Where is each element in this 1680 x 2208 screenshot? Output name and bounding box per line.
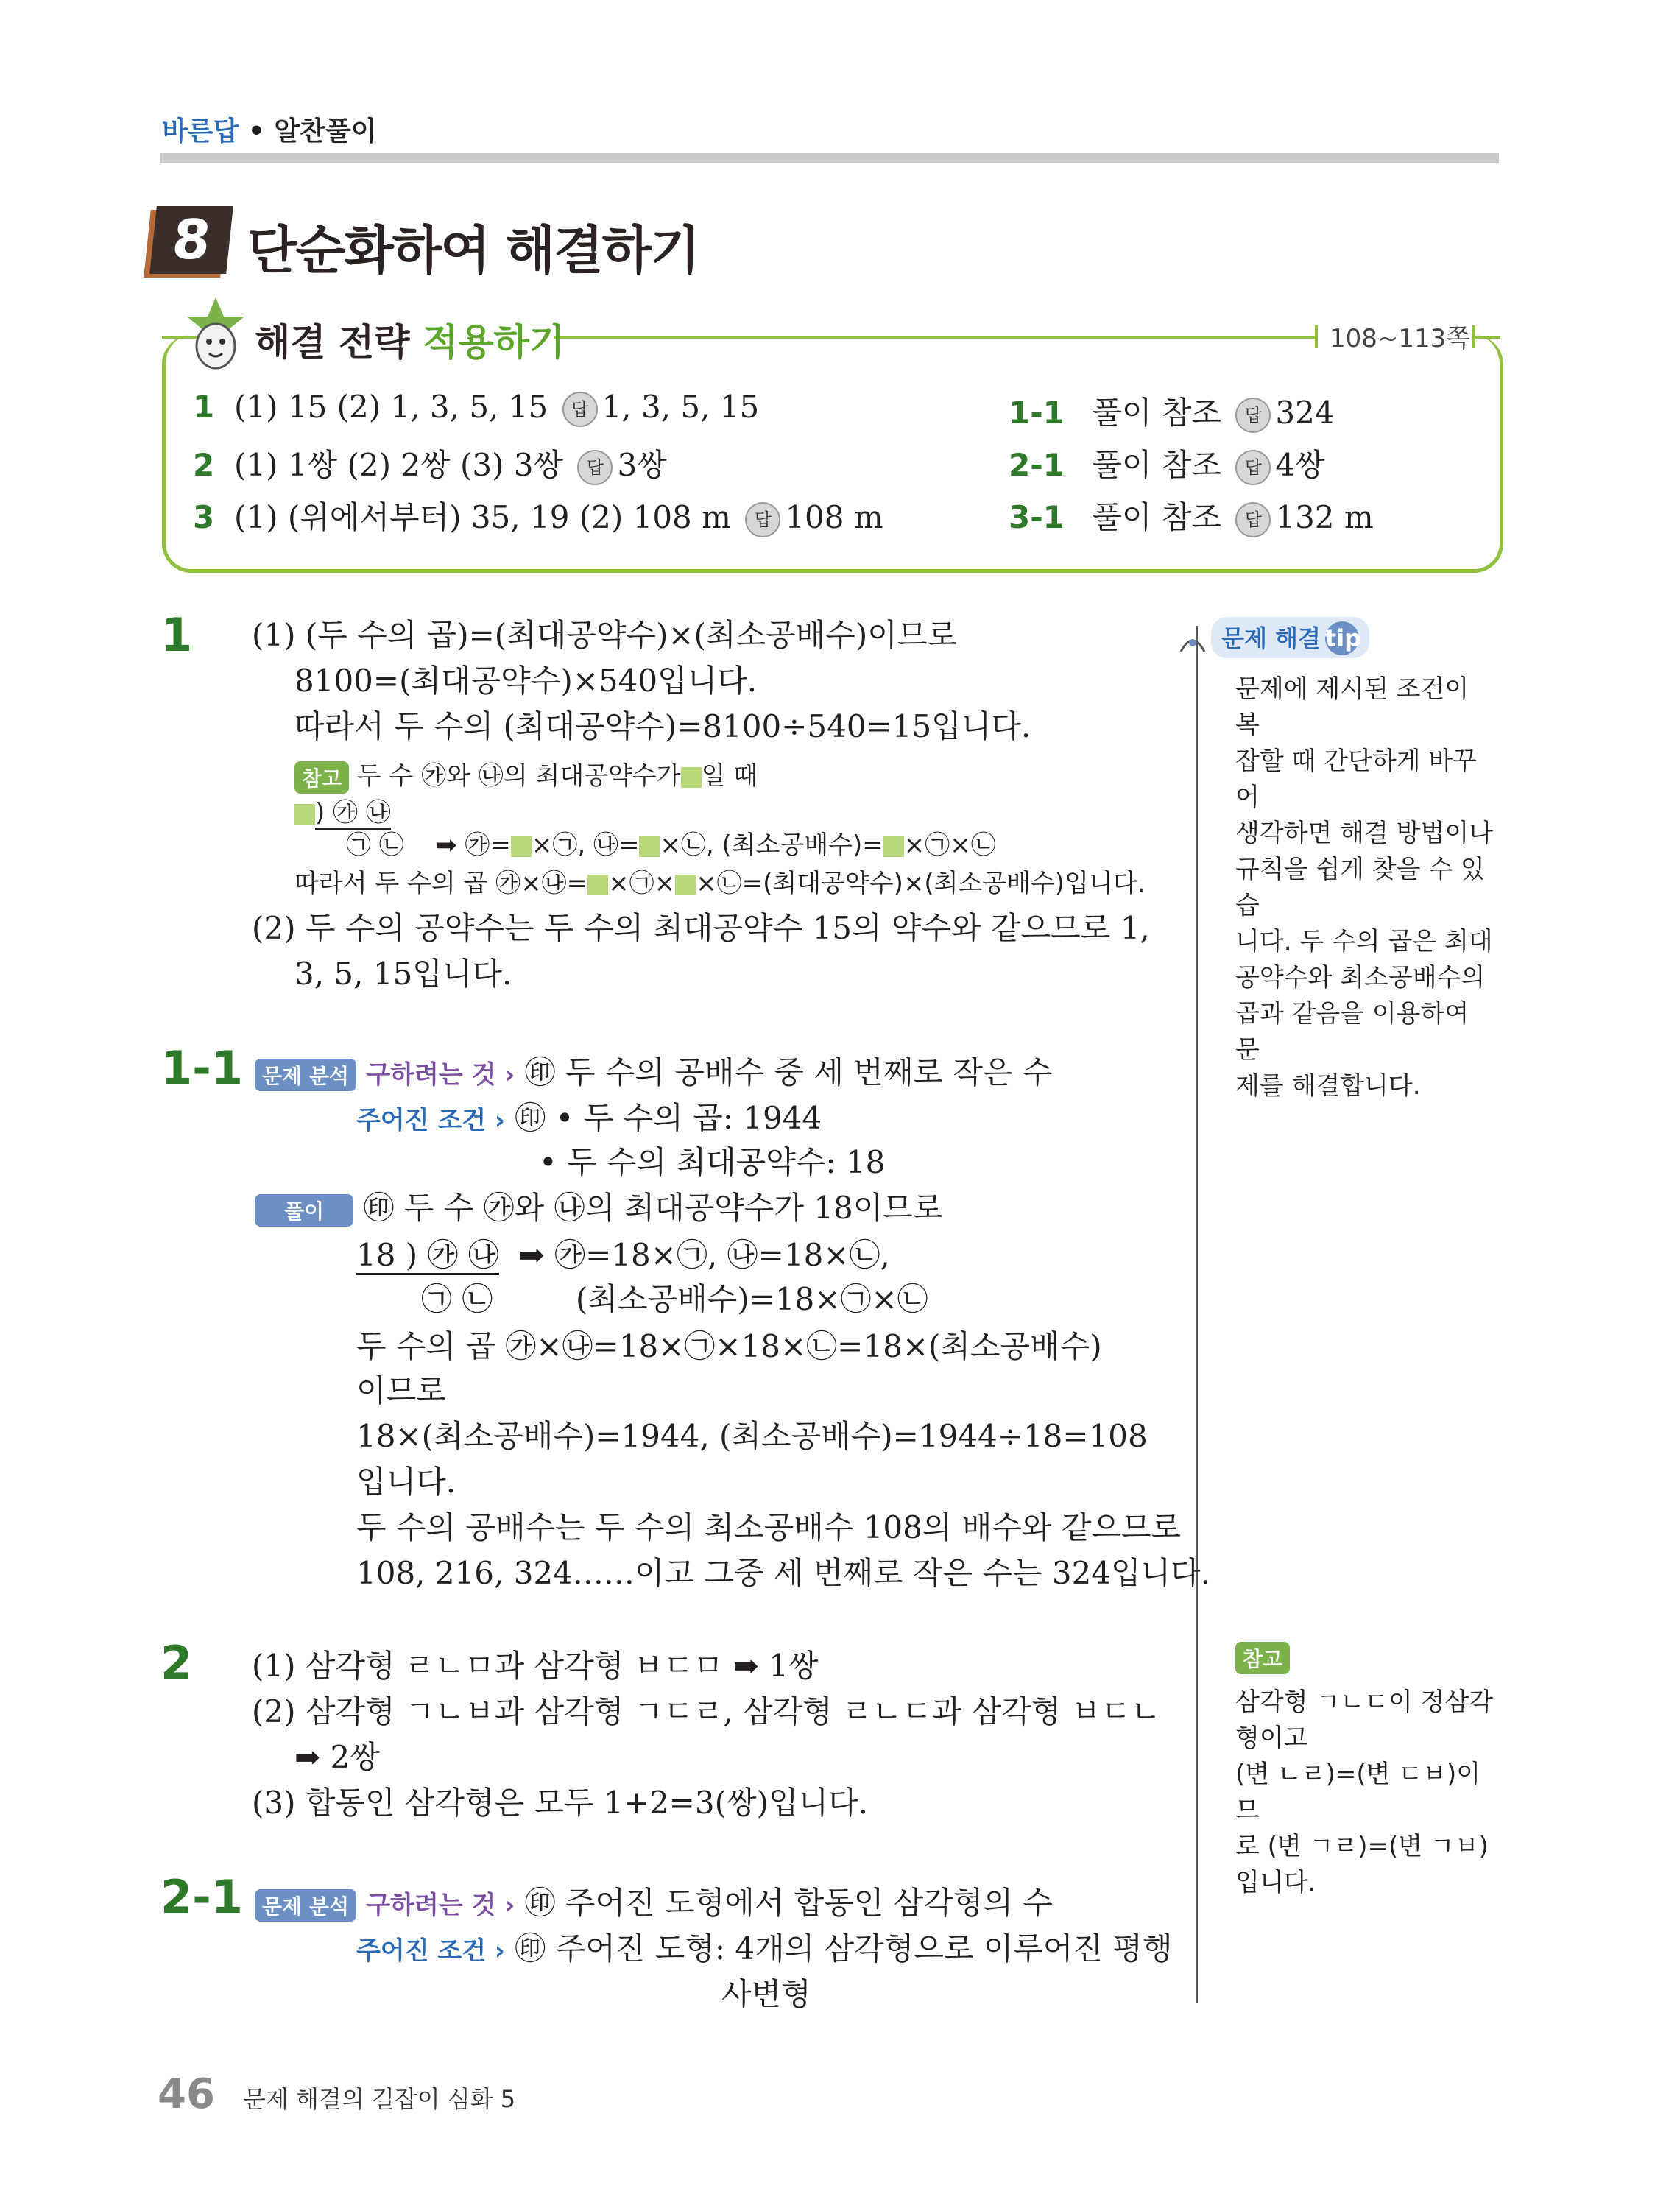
note-text: 두 수 ㉮와 ㉯의 최대공약수가 bbox=[356, 761, 681, 791]
tip-line: 생각하면 해결 방법이나 bbox=[1235, 819, 1494, 848]
note-tag: 참고 bbox=[294, 761, 349, 794]
reference-tag: 참고 bbox=[1235, 1642, 1290, 1674]
blank-square bbox=[883, 836, 904, 857]
problem-number: 2-1 bbox=[160, 1870, 244, 1924]
tip-badge-tip: tip bbox=[1325, 621, 1359, 655]
solution-text: ㊞ 두 수 ㉮와 ㉯의 최대공약수가 18이므로 bbox=[363, 1190, 943, 1226]
mascot-icon bbox=[175, 294, 256, 375]
chapter-title: 단순화하여 해결하기 bbox=[247, 220, 699, 281]
strategy-title bbox=[255, 313, 565, 366]
analysis-tag: 문제 분석 bbox=[255, 1059, 356, 1091]
solution-step bbox=[255, 1184, 942, 1228]
answer-badge: 답 bbox=[1235, 450, 1271, 485]
note-line bbox=[294, 863, 1145, 899]
row-number: 1-1 bbox=[1009, 395, 1065, 431]
row-text: (1) 15 (2) 1, 3, 5, 15 bbox=[234, 389, 548, 425]
tip-line: 공약수와 최소공배수의 bbox=[1235, 963, 1486, 992]
note-text: 따라서 두 수의 곱 ㉮×㉯= bbox=[294, 869, 588, 898]
note-text: ×㉡=(최대공약수)×(최소공배수)입니다. bbox=[696, 869, 1146, 898]
division-quotients: ㉠ ㉡ bbox=[421, 1281, 493, 1317]
solution-line: 두 수의 곱 ㉮×㉯=18×㉠×18×㉡=18×(최소공배수) bbox=[356, 1328, 1102, 1364]
row-answer: 1, 3, 5, 15 bbox=[601, 389, 760, 425]
tip-badge bbox=[1211, 617, 1369, 658]
solution-line: 3, 5, 15입니다. bbox=[294, 956, 512, 992]
problem-number: 2 bbox=[160, 1636, 193, 1690]
note-text: ×㉠×㉡ bbox=[903, 830, 996, 860]
solution-tag: 풀이 bbox=[255, 1194, 353, 1227]
blank-square bbox=[681, 767, 702, 788]
strategy-row bbox=[193, 493, 883, 537]
running-header bbox=[162, 110, 377, 148]
book-title: 문제 해결의 길잡이 심화 5 bbox=[243, 2085, 516, 2113]
reference-line: 삼각형 ㄱㄴㄷ이 정삼각 bbox=[1235, 1687, 1494, 1717]
want-label: 구하려는 것 › bbox=[366, 1060, 515, 1090]
solution-line: 따라서 두 수의 (최대공약수)=8100÷540=15입니다. bbox=[294, 708, 1031, 744]
strategy-title-b: 적용하기 bbox=[423, 321, 565, 364]
note-text: ×㉡, (최소공배수)= bbox=[660, 830, 883, 860]
row-number: 3 bbox=[193, 499, 215, 535]
strategy-box-tick bbox=[1472, 325, 1475, 348]
row-answer: 324 bbox=[1275, 395, 1335, 431]
solution-line: ➡ 2쌍 bbox=[294, 1739, 380, 1775]
note-text: ×㉠, ㉯= bbox=[531, 830, 640, 860]
problem-number: 1 bbox=[160, 608, 193, 662]
note-text: ×㉠× bbox=[608, 869, 676, 898]
row-number: 2 bbox=[193, 447, 215, 483]
reference-line: (변 ㄴㄹ)=(변 ㄷㅂ)이므 bbox=[1235, 1760, 1481, 1825]
solution-line: 이므로 bbox=[356, 1372, 446, 1408]
answer-badge: 답 bbox=[1235, 398, 1271, 433]
tip-line: 잡할 때 간단하게 바꾸어 bbox=[1235, 747, 1478, 812]
tip-line: 곱과 같음을 이용하여 문 bbox=[1235, 999, 1469, 1065]
solution-line: (1) (두 수의 곱)=(최대공약수)×(최소공배수)이므로 bbox=[252, 617, 957, 653]
blank-square bbox=[639, 836, 660, 857]
strategy-row bbox=[193, 441, 667, 485]
header-sep: • bbox=[239, 116, 275, 147]
row-number: 1 bbox=[193, 389, 215, 425]
strategy-row bbox=[1009, 493, 1374, 537]
blank-square bbox=[587, 875, 608, 895]
row-answer: 4쌍 bbox=[1275, 447, 1325, 483]
given-text: ㊞ • 두 수의 곱: 1944 bbox=[515, 1100, 822, 1136]
note-division bbox=[294, 792, 391, 828]
answer-badge: 답 bbox=[562, 392, 598, 427]
division-result: ➡ ㉮=18×㉠, ㉯=18×㉡, bbox=[518, 1237, 890, 1273]
row-text: (1) 1쌍 (2) 2쌍 (3) 3쌍 bbox=[234, 447, 564, 483]
tip-line: 규칙을 쉽게 찾을 수 있습 bbox=[1235, 855, 1485, 920]
page-range: 108~113쪽 bbox=[1330, 324, 1471, 353]
column-divider bbox=[1196, 626, 1198, 2003]
want-text: ㊞ 주어진 도형에서 합동인 삼각형의 수 bbox=[524, 1885, 1053, 1921]
lamp-icon bbox=[1178, 632, 1207, 655]
tip-header bbox=[1178, 617, 1369, 658]
reference-line: 입니다. bbox=[1235, 1868, 1316, 1897]
reference-text bbox=[1235, 1685, 1500, 1901]
solution-line: (3) 합동인 삼각형은 모두 1+2=3(쌍)입니다. bbox=[252, 1785, 869, 1821]
note-text: ➡ ㉮= bbox=[436, 830, 511, 860]
division-line bbox=[356, 1231, 890, 1275]
blank-square bbox=[294, 804, 315, 825]
solution-line: 18×(최소공배수)=1944, (최소공배수)=1944÷18=108 bbox=[356, 1418, 1148, 1454]
strategy-box-tick bbox=[1315, 325, 1318, 348]
solution-line: 입니다. bbox=[356, 1464, 456, 1500]
solution-line: (1) 삼각형 ㄹㄴㅁ과 삼각형 ㅂㄷㅁ ➡ 1쌍 bbox=[252, 1648, 819, 1684]
row-text: (1) (위에서부터) 35, 19 (2) 108 m bbox=[234, 499, 731, 535]
header-rule bbox=[160, 153, 1499, 163]
row-number: 2-1 bbox=[1009, 447, 1065, 483]
row-text: 풀이 참조 bbox=[1092, 447, 1221, 483]
solution-line: 108, 216, 324……이고 그중 세 번째로 작은 수는 324입니다. bbox=[356, 1555, 1211, 1591]
lcm-expression: (최소공배수)=18×㉠×㉡ bbox=[576, 1281, 928, 1317]
row-answer: 3쌍 bbox=[617, 447, 667, 483]
strategy-row bbox=[193, 389, 759, 427]
tip-line: 문제에 제시된 조건이 복 bbox=[1235, 674, 1469, 740]
solution-line: (2) 삼각형 ㄱㄴㅂ과 삼각형 ㄱㄷㄹ, 삼각형 ㄹㄴㄷ과 삼각형 ㅂㄷㄴ bbox=[252, 1693, 1161, 1729]
strategy-row bbox=[1009, 389, 1335, 433]
analysis-given bbox=[356, 1094, 822, 1138]
solution-line: 두 수의 공배수는 두 수의 최소공배수 108의 배수와 같으므로 bbox=[356, 1509, 1182, 1545]
row-answer: 132 m bbox=[1275, 499, 1374, 535]
blank-square bbox=[675, 875, 696, 895]
strategy-title-a: 해결 전략 bbox=[255, 321, 423, 364]
note-text: 일 때 bbox=[701, 761, 758, 791]
strategy-box-topline bbox=[554, 336, 1316, 339]
reference-line: 로 (변 ㄱㄹ)=(변 ㄱㅂ) bbox=[1235, 1832, 1489, 1861]
tip-line: 제를 해결합니다. bbox=[1235, 1071, 1421, 1101]
want-text: ㊞ 두 수의 공배수 중 세 번째로 작은 수 bbox=[524, 1054, 1053, 1090]
strategy-row bbox=[1009, 441, 1325, 485]
blank-square bbox=[511, 836, 532, 857]
answer-badge: 답 bbox=[745, 502, 780, 537]
analysis-want bbox=[255, 1048, 1052, 1093]
given-text: ㊞ 주어진 도형: 4개의 삼각형으로 이루어진 평행 bbox=[515, 1930, 1173, 1967]
want-label: 구하려는 것 › bbox=[366, 1891, 515, 1920]
chapter-number: 8 bbox=[149, 206, 233, 274]
note-line bbox=[294, 755, 758, 794]
answer-badge: 답 bbox=[1235, 502, 1271, 537]
row-answer: 108 m bbox=[785, 499, 883, 535]
given-text-2: • 두 수의 최대공약수: 18 bbox=[539, 1144, 886, 1180]
reference-tag-wrap bbox=[1235, 1642, 1290, 1674]
tip-text bbox=[1235, 671, 1500, 1104]
row-text: 풀이 참조 bbox=[1092, 499, 1221, 535]
solution-line: (2) 두 수의 공약수는 두 수의 최대공약수 15의 약수와 같으므로 1, bbox=[252, 910, 1150, 946]
header-part2: 알찬풀이 bbox=[274, 116, 377, 147]
reference-line: 형이고 bbox=[1235, 1724, 1308, 1753]
row-text: 풀이 참조 bbox=[1092, 395, 1221, 431]
header-part1: 바른답 bbox=[162, 116, 239, 147]
tip-badge-label: 문제 해결 bbox=[1221, 624, 1321, 652]
given-label: 주어진 조건 › bbox=[356, 1106, 505, 1135]
page-number: 46 bbox=[158, 2070, 215, 2118]
solution-line: 8100=(최대공약수)×540입니다. bbox=[294, 663, 758, 699]
analysis-given bbox=[356, 1925, 1173, 1969]
given-label: 주어진 조건 › bbox=[356, 1936, 505, 1966]
given-text-2: 사변형 bbox=[721, 1976, 811, 2012]
analysis-want bbox=[255, 1879, 1053, 1923]
analysis-tag: 문제 분석 bbox=[255, 1889, 356, 1922]
tip-line: 니다. 두 수의 곱은 최대 bbox=[1235, 927, 1493, 956]
answer-badge: 답 bbox=[577, 450, 613, 485]
strategy-box-topline-right bbox=[1472, 336, 1500, 339]
problem-number: 1-1 bbox=[160, 1041, 244, 1095]
row-number: 3-1 bbox=[1009, 499, 1065, 535]
note-text: ㉠ ㉡ bbox=[346, 830, 404, 860]
note-line bbox=[346, 825, 996, 861]
division-top: 18 ) ㉮ ㉯ bbox=[356, 1237, 499, 1275]
note-division-top: ) ㉮ ㉯ bbox=[315, 798, 391, 830]
